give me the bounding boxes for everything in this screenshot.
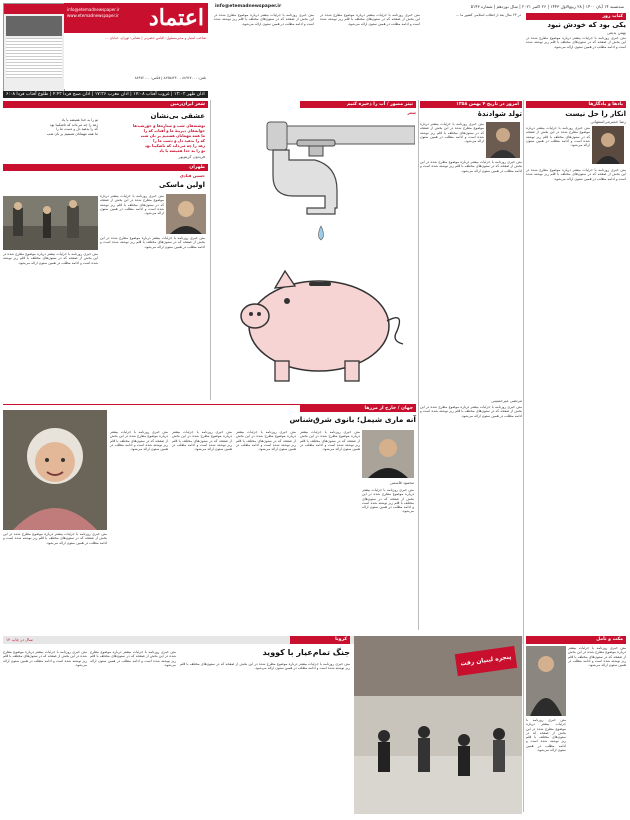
section-book-header: کتاب روز (526, 13, 626, 20)
center-email: info@etemadnewspaper.ir (215, 4, 282, 9)
poem-line-1: نوشته‌های شب و ستاره‌ها و خورشیدها (132, 123, 205, 128)
tehran-photo (3, 196, 98, 250)
tehran-text-col-2: متن خبری روزنامه با جزئیات بیشتر درباره موضوع مطرح شده در این بخش از صفحه که در ستون‌های مختلف با قلم ریز نوشته شده است و ادامه مطلب در همین ستون ارائه می‌شود. (100, 236, 205, 249)
section-memory-bottom-header: مکث و تأمل (526, 636, 626, 644)
corona-photo (354, 636, 522, 814)
corona-col-1: متن خبری روزنامه با جزئیات بیشتر درباره موضوع مطرح شده در این بخش از صفحه که در ستون‌های مختلف با قلم ریز نوشته شده است و ادامه مطلب در همین ستون ارائه می‌شود. (3, 650, 87, 667)
book-title: یکی بود که خودش نبود (547, 21, 626, 29)
world-author-photo (362, 430, 414, 478)
poem-line-6: تو را به خدا همیشه با یاد (159, 148, 205, 153)
memory-intro-text: متن خبری روزنامه با جزئیات بیشتر درباره موضوع مطرح شده در این بخش از صفحه که در ستون‌های مختلف با قلم ریز نوشته شده است و ادامه مطلب در همین ستون ارائه می‌شود. (526, 126, 590, 148)
section-today-header (420, 101, 522, 108)
bottom-right-photo (526, 646, 566, 716)
website-line: info@etemadnewspaper.ir (67, 7, 120, 12)
world-col-4: متن خبری روزنامه با جزئیات بیشتر درباره موضوع مطرح شده در این بخش از صفحه که در ستون‌های مختلف با قلم ریز نوشته شده است و ادامه مطلب در همین ستون ارائه می‌شود. (110, 430, 168, 452)
corona-overlay-banner: پنجره لبنیان رفت (455, 646, 517, 676)
prayer-bar: اذان ظهر ۱۲:۰۲ | غروب آفتاب ۱۷:۰۸ | اذان مغرب ۱۷:۲۶ | اذان صبح فردا ۴:۴۲ | طلوع آفتاب فردا ۶:۰۸ (3, 91, 208, 98)
cartoon-illustration (215, 116, 415, 401)
memory-title: انکار را حل نیست (565, 110, 626, 118)
company-lines: صاحب امتیاز و مدیرمسئول: الیاس حضرتی | نشانی: تهران، خیابان ... (105, 36, 206, 40)
poem-line-5: زهد را چه می‌داند که ناشکیبا بود (144, 143, 205, 148)
poem-line-3: ما همه مهمانان هستیم بر نان شب (140, 133, 205, 138)
world-col-2: متن خبری روزنامه با جزئیات بیشتر درباره موضوع مطرح شده در این بخش از صفحه که در ستون‌های مختلف با قلم ریز نوشته شده است و ادامه مطلب در همین ستون ارائه می‌شود. (236, 430, 296, 452)
logo-text: اعتماد (148, 5, 204, 31)
poem-line-2: خوابه‌های دیرینهٔ ما و آفتاب که را (143, 128, 205, 133)
footer-bar-label: ۱۴ سال در چاپ (6, 637, 33, 642)
tehran-author-photo (166, 194, 206, 234)
world-col-1: متن خبری روزنامه با جزئیات بیشتر درباره موضوع مطرح شده در این بخش از صفحه که در ستون‌های مختلف با قلم ریز نوشته شده است و ادامه مطلب در همین ستون ارائه می‌شود. (300, 430, 360, 452)
masthead-logo-block (64, 3, 208, 89)
poem-byline: فریدون کریم‌پور (178, 154, 205, 159)
tehran-byline: حسین قبادی (179, 173, 205, 178)
top-column-1: متن خبری روزنامه با جزئیات بیشتر درباره موضوع مطرح شده در این بخش از صفحه که در ستون‌های مختلف با قلم ریز نوشته شده است و ادامه مطلب در همین ستون ارائه می‌شود. (214, 13, 314, 26)
phones-line: تلفن: ۸۸۹۶۷۰۰۰ - ۸۸۹۵۸۲۴۰ | فکس: ۸۸۹۷۲۰۰۰ (134, 76, 206, 80)
tehran-text-col-1: متن خبری روزنامه با جزئیات بیشتر درباره موضوع مطرح شده در این بخش از صفحه که در ستون‌های مختلف با قلم ریز نوشته شده است و ادامه مطلب در همین ستون ارائه می‌شود. (3, 252, 98, 265)
portrait-icon (486, 122, 520, 158)
date-line: سه‌شنبه ۱۴ آبان ۱۴۰۰ | ۲۸ ربیع‌الاول ۱۴۴۳ | ۲۶ اکتبر ۲۰۲۱ | سال نوزدهم | شماره ۵۱۴۳ (470, 4, 624, 9)
poem-lines (100, 123, 205, 153)
portrait-icon (362, 430, 414, 478)
top-column-2: متن خبری روزنامه با جزئیات بیشتر درباره موضوع مطرح شده در این بخش از صفحه که در ستون‌های مختلف با قلم ریز نوشته شده است و ادامه مطلب در همین ستون ارائه می‌شود. (320, 13, 420, 26)
today-label: امروز در تاریخ (486, 102, 519, 107)
section-memory-header: یادها و یادگارها (526, 101, 626, 108)
corona-col-3: متن خبری روزنامه با جزئیات بیشتر درباره موضوع مطرح شده در این بخش از صفحه که در ستون‌های مختلف با قلم ریز نوشته شده است و ادامه مطلب در همین ستون ارائه می‌شود. (180, 662, 350, 671)
corona-title: جنگ تمام‌عیار با کووید (262, 648, 350, 657)
memory-text: متن خبری روزنامه با جزئیات بیشتر درباره موضوع مطرح شده در این بخش از صفحه که در ستون‌های مختلف با قلم ریز نوشته شده است و ادامه مطلب در همین ستون ارائه می‌شود. (526, 168, 626, 181)
woman-portrait-icon (3, 410, 107, 530)
corona-col-2: متن خبری روزنامه با جزئیات بیشتر درباره موضوع مطرح شده در این بخش از صفحه که در ستون‌های مختلف با قلم ریز نوشته شده است و ادامه مطلب در همین ستون ارائه می‌شود. (90, 650, 176, 667)
stanza-line-2: زهد را چه می‌داند که ناشکیبا بود (49, 122, 98, 127)
bottom-right-text: متن خبری روزنامه با جزئیات بیشتر درباره موضوع مطرح شده در این بخش از صفحه که در ستون‌های مختلف با قلم ریز نوشته شده است و ادامه مطلب در همین ستون ارائه می‌شود. (568, 646, 626, 668)
today-date: ۴ بهمن ۱۳۵۸ (456, 102, 486, 107)
bottom-right-text-2: متن خبری روزنامه با جزئیات بیشتر درباره موضوع مطرح شده در این بخش از صفحه که در ستون‌های مختلف با قلم ریز نوشته شده است و ادامه مطلب در همین ستون ارائه می‌شود. (526, 718, 566, 753)
history-intro-text: متن خبری روزنامه با جزئیات بیشتر درباره موضوع مطرح شده در این بخش از صفحه که در ستون‌های مختلف با قلم ریز نوشته شده است و ادامه مطلب در همین ستون ارائه می‌شود. (420, 122, 484, 144)
world-title: آنه ماری شیمل؛ بانوی شرق‌شناس (289, 415, 416, 424)
section-world-header: جهان / خارج از مرزها (300, 405, 416, 412)
stanza-line-3: که را بدهید دل و دست ما را (56, 127, 98, 132)
world-col-3: متن خبری روزنامه با جزئیات بیشتر درباره موضوع مطرح شده در این بخش از صفحه که در ستون‌های مختلف با قلم ریز نوشته شده است و ادامه مطلب در همین ستون ارائه می‌شود. (172, 430, 232, 452)
memory-byline: رضا خسرمی‌اسفهانی (590, 119, 626, 124)
section-tehran-header: طهران (3, 164, 208, 171)
stanza-line-4: ما همه مهمانان هستیم بر نان شب (46, 131, 98, 136)
world-col-5: متن خبری روزنامه با جزئیات بیشتر درباره موضوع مطرح شده در این بخش از صفحه که در ستون‌های مختلف با قلم ریز نوشته شده است و ادامه مطلب در همین ستون ارائه می‌شود. (362, 488, 414, 514)
section-cartoon-header: تیتر مصور / آب را ذخیره کنیم (300, 101, 416, 108)
stanza-line-1: تو را به خدا همیشه با یاد (61, 118, 98, 122)
poem-title: عشقی بی‌نشان (150, 112, 205, 120)
history-text: متن خبری روزنامه با جزئیات بیشتر درباره موضوع مطرح شده در این بخش از صفحه که در ستون‌های مختلف با قلم ریز نوشته شده است و ادامه مطلب در همین ستون ارائه می‌شود. (420, 160, 522, 173)
website-line-2: www.etemadnewspaper.ir (67, 13, 119, 18)
column-rule (523, 100, 524, 812)
street-scene-icon (3, 196, 98, 250)
world-byline: محمود قاسمی (389, 480, 414, 485)
column-rule (210, 100, 211, 400)
top-column-3: در ۲۳ سال بعد از انقلاب اسلامی کشور ما ... (455, 13, 521, 17)
poem-section-label: شعر (407, 110, 416, 115)
tehran-title: اولین ماسکی (159, 181, 205, 189)
person-icon (526, 646, 566, 716)
column-rule (418, 100, 419, 630)
memory-author-photo (592, 126, 624, 164)
issue-thumbnail (3, 3, 65, 93)
schimmel-caption-text: متن خبری روزنامه با جزئیات بیشتر درباره موضوع مطرح شده در این بخش از صفحه که در ستون‌های مختلف با قلم ریز نوشته شده است و ادامه مطلب در همین ستون ارائه می‌شود. (3, 532, 107, 545)
history-text-2: متن خبری روزنامه با جزئیات بیشتر درباره موضوع مطرح شده در این بخش از صفحه که در ستون‌های مختلف با قلم ریز نوشته شده است و ادامه مطلب در همین ستون ارائه می‌شود. (420, 405, 522, 418)
history-photo (486, 122, 520, 158)
portrait-icon (592, 126, 624, 164)
book-author: بهمن بدیعی (606, 30, 626, 35)
section-corona-header: کرونا (290, 636, 350, 644)
schimmel-photo (3, 410, 107, 530)
poem-left-stanza (3, 118, 98, 136)
book-text: متن خبری روزنامه با جزئیات بیشتر درباره موضوع مطرح شده در این بخش از صفحه که در ستون‌های مختلف با قلم ریز نوشته شده است و ادامه مطلب در همین ستون ارائه می‌شود. (526, 36, 626, 49)
young-poets-header: شعر ایران‌زمین (170, 102, 205, 107)
portrait-icon (166, 194, 206, 234)
faucet-piggybank-icon (215, 116, 415, 401)
history-title: تولد شوادندهٔ (477, 110, 522, 118)
history-byline: مرتضی میرحسینی (491, 398, 522, 403)
masthead-area (0, 0, 630, 104)
tehran-intro-text: متن خبری روزنامه با جزئیات بیشتر درباره موضوع مطرح شده در این بخش از صفحه که در ستون‌های مختلف با قلم ریز نوشته شده است و ادامه مطلب در همین ستون ارائه می‌شود. (100, 194, 164, 216)
poem-line-4: که را بدهید دل و دست ما را (153, 138, 205, 143)
